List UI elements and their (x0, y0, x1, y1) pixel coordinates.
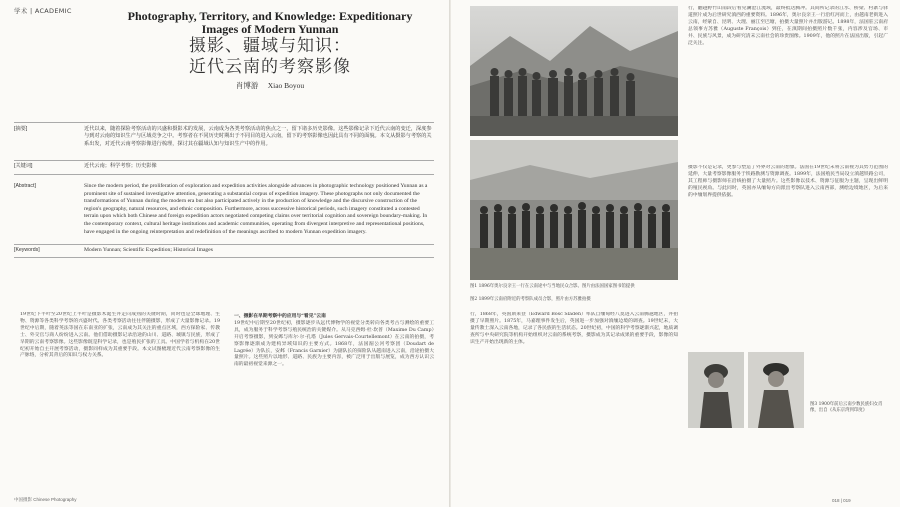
body-column-r2 (688, 165, 888, 345)
divider (14, 160, 434, 161)
spine-gutter (449, 0, 451, 507)
keywords-cn-text: 近代云南；科学考察；历史影像 (84, 163, 157, 169)
footer-magazine-name: 中国摄影 Chinese Photography (14, 497, 77, 502)
divider (14, 122, 434, 123)
title-chinese-line2: 近代云南的考察影像 (189, 57, 351, 77)
abstract-cn-text: 近代以来，随着探险考察活动的兴盛和摄影术的发展，云南成为各类考察活动的焦点之一，留下诸多历史影像。这些影像记录下近代云南的变迁，深度参与到对云南的知识生产与区域竞争之中。考察者在不同历史时期出于不同目的进入云南，留下的考察影像也因此具有不同的面貌。本文从摄影与考察的关系出发，对近代云南考察影像进行梳理，探讨其在疆域认知与知识生产中的作用。 (84, 126, 432, 147)
abstract-cn-label: [摘要] (14, 126, 28, 132)
footer-page-numbers: 018 | 019 (832, 498, 851, 503)
section-header: 学术 | ACADEMIC (14, 7, 72, 15)
body-column-1 (20, 312, 220, 492)
title-english: Photography, Territory, and Knowledge: Expeditionary Images of Modern Yunnan (127, 9, 413, 36)
divider (14, 257, 434, 258)
photo-portrait-1 (688, 352, 744, 428)
body-text: 行，翻越野竹山南段后看见澜沧江流域，最终抵达腾冲。其间所记录的江水、桥梁、村寨与驿道照片成为后世研究滇西的重要资料。1896年，奥尔良亲王一行沿红河而上，由越南老街进入云南，经蒙自、昆明、大理、丽江至巴塘，拍摄大量照片并出版游记。1898年，法国驻云南府总领事方苏雅（Auguste François）到任，在滇期间拍摄照片数千张，内容涉及官场、市井、民族与风景，成为研究清末云南社会的珍贵图像。1909年，他的照片在法国出版，引起广泛关注。 (688, 6, 888, 46)
keywords-en-text: Modern Yunnan; Scientific Expedition; Historical Images (84, 247, 213, 253)
section-heading: 一、摄影在早期考察中的应用与“看见”云南 (234, 313, 326, 319)
body-column-r1 (688, 6, 888, 156)
abstract-en-text: Since the modern period, the proliferation of exploration and expedition activities alongside advances in photographic technology positioned Yunnan as a prominent site of sustained investigative attention, generating a substantial corpus of expedition imagery. These photographs not only documented the transformations of Yunnan during the modern era but also participated actively in the production of knowledge and the discursive construction of the region's geography, natural resources, and ethnic composition. Furthermore, across successive historical periods, such imagery constituted a contested terrain upon which both Chinese and foreign expedition actors negotiated competing claims over territorial cognition and sovereign boundary-making. In the contemporary context, cultural heritage institutions and academic communities, operating from divergent interpretive and representational positions, have engaged in the ongoing reinterpretation and redefinition of the meanings ascribed to modern Yunnan expedition imagery. (84, 183, 428, 235)
keywords-en-label: [Keywords] (14, 247, 40, 253)
photo-portrait-2 (748, 352, 804, 428)
keywords-en-block (14, 247, 434, 255)
divider (14, 174, 434, 175)
body-text: 19世纪中后期至20世纪初，摄影逐步从远代博物学的视觉分类转向各类考古与测绘的重要工具，成为服务于科学考察与殖民统治的关键媒介。从马克西姆·杜·坎普（Maxime Du Camp）开启考察摄影，到安邺与库尔·尔·孔塔（Jules Gervais-Courtellemont）在云南的拍摄，考察影像逐渐成为建构异域知识的主要方式。1868年，法国湄公河考察团（Doudart de Lagrée）为队长，安邺（Francis Garnier）为副队长的探险队从越南进入云南，沿途拍摄大量照片。这些照片以地形、道路、民族为主要内容，被广泛用于出版与展览，成为西方认识云南的最初视觉来源之一。 (234, 320, 434, 368)
keywords-cn-block (14, 163, 434, 171)
caption-fig1: 图1 1896年奥尔良亲王一行在云南途中与当地民众合影。图片由法国国家图书馆提供 (470, 284, 635, 289)
divider (14, 244, 434, 245)
title-block (120, 10, 420, 91)
right-page (452, 0, 900, 507)
author-name: 肖博游 Xiao Boyou (235, 81, 305, 90)
body-text: 行，1868年，英国斯莱登（Edward Bosc Sladen）率队自缅甸经八莫进入云南腾越地区，并拍摄了早期照片。1875年，马嘉理事件发生后，英国进一步加强对滇缅边境的调查。19世纪末，大量传教士深入云南各地，记录了各民族的生活状态。20世纪初，中国的科学考察逐渐兴起，地质调查所与中央研究院等机构开始组织对云南的系统考察，摄影成为其记录成果的重要手段，影像的知识生产开始出现新的主体。 (470, 312, 678, 345)
keywords-cn-label: [关键词] (14, 163, 33, 169)
caption-fig3: 图3 1900年前后云南少数民族妇女肖像，出自《从东京湾到印度》 (810, 402, 883, 413)
body-text: 摄影不仅是记录，更参与塑造了外界对云南的想象。法国在19世纪末将云南视为其势力范围的延伸，大量考察影像服务于铁路勘测与资源调查。1899年，法国殖民当局设立滇越铁路公司，其工程师与摄影师在沿线拍摄了大量照片。这些影像以技术、资源与征服为主题，呈现出鲜明的殖民视角。与此同时，英国亦从缅甸方向派出考察队进入云南西部，测绘边境地区，为后来的中缅划界提供依据。 (688, 165, 888, 198)
body-column-2 (234, 312, 434, 492)
body-column-r3 (470, 312, 678, 492)
left-page (0, 0, 448, 507)
abstract-en-label: [Abstract] (14, 183, 36, 189)
caption-fig2: 图2 1899年云南府附近的考察队成员合影，照片由方苏雅拍摄 (470, 297, 591, 302)
abstract-en-block (14, 183, 434, 239)
photo-large-group (470, 140, 678, 280)
title-chinese-line1: 摄影、疆域与知识： (189, 36, 351, 56)
photo-group-mountains (470, 6, 678, 136)
abstract-cn-block (14, 126, 434, 154)
body-text: 19世纪下半叶至20世纪上半叶是摄影术诞生并走向成熟的关键时期，同时也是全球地理、生物、资源等各类科学考察的兴盛时代。各类考察活动往往伴随摄影，形成了大量影像记录。19世纪中后期，随着英法等国在东南亚的扩张，云南成为其关注的重点区域，西方探险家、传教士、外交官与商人纷纷进入云南。他们借助摄影记录沿途的山川、道路、城镇与民族，形成了早期的云南考察影像。这些影像既是科学记录，也是殖民扩张的工具。中国学者与机构在20世纪初开始自主开展考察活动，摄影同样成为其重要手段。本文试图梳理近代云南考察影像的生产脉络，分析其背后的知识与权力关系。 (20, 312, 220, 359)
